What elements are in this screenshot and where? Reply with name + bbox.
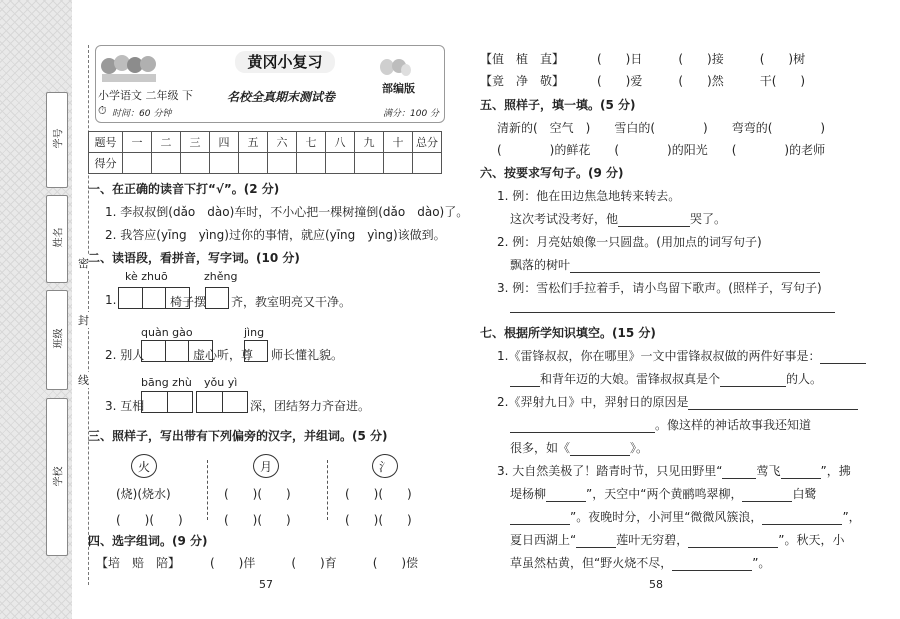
question-text: 3. 大自然美极了！踏青时节，只见田野里“	[497, 464, 723, 478]
answer-line[interactable]	[672, 559, 752, 571]
answer-line[interactable]	[570, 261, 820, 273]
score-cell[interactable]	[384, 153, 413, 174]
answer-line[interactable]	[510, 513, 570, 525]
pinyin: jìng	[244, 326, 265, 339]
table-cell: 八	[326, 132, 355, 153]
question-text: 齐，教室明亮又干净。	[231, 295, 352, 309]
class-field[interactable]	[46, 290, 68, 390]
logo-title: 黄冈小复习	[235, 51, 335, 73]
score-cell[interactable]	[239, 153, 268, 174]
question-number: 1.	[105, 293, 117, 307]
answer-line[interactable]	[688, 398, 858, 410]
question-line	[510, 439, 648, 456]
section-2-title: 二、读语段，看拼音，写字词。(10 分)	[88, 251, 300, 265]
score-cell[interactable]	[297, 153, 326, 174]
score-cell[interactable]	[210, 153, 239, 174]
table-cell: 五	[239, 132, 268, 153]
sentence-start: 飘落的树叶	[510, 258, 571, 272]
seal-char-mi: 密	[78, 257, 89, 270]
divider	[327, 460, 328, 520]
sentence-end: 哭了。	[690, 212, 727, 226]
table-cell: 十	[384, 132, 413, 153]
time-label: 时间：60 分钟	[112, 109, 172, 119]
section-1-question-1: 1. 李叔叔倒(dǎo dào)车时，不小心把一棵树撞倒(dǎo dào)了。	[105, 205, 469, 219]
question-text: 椅子摆	[170, 295, 207, 309]
exam-title: 名校全真期末测试卷	[227, 90, 336, 104]
answer-line[interactable]	[742, 490, 792, 502]
balloons-icon	[378, 58, 412, 80]
score-cell[interactable]	[152, 153, 181, 174]
answer-line[interactable]	[781, 467, 821, 479]
answer-blank[interactable]: ( )( )	[224, 487, 291, 501]
sentence-example: 3. 例：雪松们手拉着手，请小鸟留下歌声。(照样子，写句子)	[497, 281, 822, 295]
school-label: 学校	[53, 466, 65, 487]
word-blanks[interactable]: ( )伴 ( )育 ( )偿	[210, 556, 419, 570]
question-line	[510, 485, 816, 502]
answer-line[interactable]	[762, 513, 842, 525]
answer-line[interactable]	[570, 444, 630, 456]
answer-line[interactable]	[618, 215, 690, 227]
writing-grid[interactable]	[141, 391, 193, 413]
table-cell: 九	[355, 132, 384, 153]
word-blanks[interactable]: ( )爱 ( )然 干( )	[597, 74, 806, 88]
radical-moon: 月	[253, 454, 279, 478]
question-text: 很多，如《	[510, 441, 571, 455]
page-number-right: 58	[649, 578, 663, 591]
answer-line[interactable]	[510, 421, 655, 433]
writing-grid[interactable]	[205, 287, 229, 309]
section-7-title: 七、根据所学知识填空。(15 分)	[480, 326, 656, 340]
answer-line[interactable]	[576, 536, 616, 548]
answer-blank[interactable]: ( )( )	[224, 513, 291, 527]
char-choices: 【竟 净 敬】	[480, 74, 565, 88]
pinyin: bāng zhù	[141, 376, 192, 389]
pinyin: zhěng	[204, 270, 238, 283]
fill-row-2[interactable]: ( )的鲜花 ( )的阳光 ( )的老师	[497, 143, 826, 157]
char-choices: 【培 赔 陪】	[96, 556, 181, 570]
question-text: 的人。	[786, 372, 823, 386]
table-cell: 总分	[413, 132, 442, 153]
clock-icon: ⏱	[98, 104, 107, 117]
question-text: ”，拂	[820, 464, 851, 478]
question-text: 2. 别人	[105, 348, 145, 362]
question-text: 。像这样的神话故事我还知道	[655, 418, 812, 432]
question-text: 莺飞	[756, 464, 781, 478]
question-line	[497, 347, 866, 364]
answer-line[interactable]	[820, 352, 866, 364]
question-line	[510, 508, 861, 525]
writing-grid[interactable]	[196, 391, 248, 413]
question-text: 师长懂礼貌。	[271, 348, 344, 362]
example-answer: (烧)(烧水)	[116, 487, 171, 501]
radical-water: 氵	[372, 454, 398, 478]
answer-line[interactable]	[688, 536, 778, 548]
question-text: 2.《羿射九日》中，羿射日的原因是	[497, 395, 689, 409]
score-table-header-row	[89, 132, 442, 153]
question-line	[510, 416, 811, 433]
table-cell: 一	[123, 132, 152, 153]
score-cell[interactable]	[181, 153, 210, 174]
question-text: 夏日西湖上“	[510, 533, 577, 547]
answer-blank[interactable]: ( )( )	[116, 513, 183, 527]
name-field[interactable]	[46, 195, 68, 283]
score-total-label: 满分：100 分	[383, 109, 440, 119]
pinyin: quàn gào	[141, 326, 193, 339]
radical-fire: 火	[131, 454, 157, 478]
answer-line[interactable]	[510, 312, 835, 313]
table-cell: 题号	[89, 132, 123, 153]
school-field[interactable]	[46, 398, 68, 556]
word-blanks[interactable]: ( )日 ( )接 ( )树	[597, 52, 806, 66]
question-text: 》。	[630, 441, 649, 455]
question-text: ”。	[752, 556, 771, 570]
question-text: 白鹭	[792, 487, 817, 501]
question-line	[510, 531, 844, 548]
edition-label: 部编版	[382, 82, 415, 95]
score-cell[interactable]	[355, 153, 384, 174]
answer-line[interactable]	[546, 490, 586, 502]
divider	[207, 460, 208, 520]
student-id-label: 学号	[53, 128, 65, 149]
fill-row-1[interactable]: 清新的( 空气 ) 雪白的( ) 弯弯的( )	[497, 121, 826, 135]
question-text: 虚心听，尊	[193, 348, 254, 362]
char-choices: 【值 植 直】	[480, 52, 565, 66]
answer-line[interactable]	[510, 375, 540, 387]
question-text: 莲叶无穷碧，	[616, 533, 689, 547]
table-cell: 得分	[89, 153, 123, 174]
answer-line[interactable]	[722, 467, 756, 479]
score-cell[interactable]	[123, 153, 152, 174]
question-text: ”，	[842, 510, 861, 524]
table-cell: 三	[181, 132, 210, 153]
question-text: ”。秋天，小	[778, 533, 845, 547]
question-text: 和背年迈的大娘。雷锋叔叔真是个	[540, 372, 721, 386]
sentence-prompt	[510, 256, 820, 273]
table-cell: 四	[210, 132, 239, 153]
question-line	[510, 370, 822, 387]
score-table	[88, 131, 442, 174]
section-3-title: 三、照样子，写出带有下列偏旁的汉字，并组词。(5 分)	[88, 429, 388, 443]
section-1-title: 一、在正确的读音下打“√”。(2 分)	[88, 182, 280, 196]
score-cell[interactable]	[268, 153, 297, 174]
student-id-field[interactable]	[46, 92, 68, 188]
answer-line[interactable]	[720, 375, 786, 387]
question-text: 3. 互相	[105, 399, 145, 413]
children-illustration	[100, 50, 158, 82]
sentence-example: 2. 例：月亮姑娘像一只圆盘。(用加点的词写句子)	[497, 235, 762, 249]
score-cell[interactable]	[413, 153, 442, 174]
section-1-question-2: 2. 我答应(yīng yìng)过你的事情，就应(yīng yìng)该做到。	[105, 228, 446, 242]
sentence-start: 这次考试没考好，他	[510, 212, 619, 226]
question-line	[497, 462, 851, 479]
answer-blank[interactable]: ( )( )	[345, 513, 412, 527]
answer-blank[interactable]: ( )( )	[345, 487, 412, 501]
question-line	[510, 554, 770, 571]
name-label: 姓名	[53, 227, 65, 248]
sentence-example: 1. 例：他在田边焦急地转来转去。	[497, 189, 681, 203]
section-6-title: 六、按要求写句子。(9 分)	[480, 166, 624, 180]
writing-grid[interactable]	[244, 340, 268, 362]
question-text: ”，天空中“两个黄鹂鸣翠柳，	[586, 487, 743, 501]
pinyin: yǒu yì	[204, 376, 238, 389]
section-5-title: 五、照样子，填一填。(5 分)	[480, 98, 636, 112]
pinyin: kè zhuō	[125, 270, 168, 283]
question-text: 草虽然枯黄，但“野火烧不尽，	[510, 556, 673, 570]
table-cell: 七	[297, 132, 326, 153]
class-label: 班级	[53, 328, 65, 349]
question-line	[497, 393, 858, 410]
score-table-score-row	[89, 153, 442, 174]
table-cell: 六	[268, 132, 297, 153]
seal-char-xian: 线	[78, 374, 89, 387]
table-cell: 二	[152, 132, 181, 153]
seal-char-feng: 封	[78, 314, 89, 327]
question-text: 堤杨柳	[510, 487, 547, 501]
subject-label: 小学语文 二年级 下	[98, 89, 193, 102]
section-4-title: 四、选字组词。(9 分)	[88, 534, 208, 548]
page-number-left: 57	[259, 578, 273, 591]
question-text: ”。夜晚时分，小河里“微微风簇浪，	[570, 510, 763, 524]
sentence-prompt	[510, 210, 726, 227]
question-text: 1.《雷锋叔叔，你在哪里》一文中雷锋叔叔做的两件好事是：	[497, 349, 821, 363]
score-cell[interactable]	[326, 153, 355, 174]
question-text: 深，团结努力齐奋进。	[250, 399, 371, 413]
